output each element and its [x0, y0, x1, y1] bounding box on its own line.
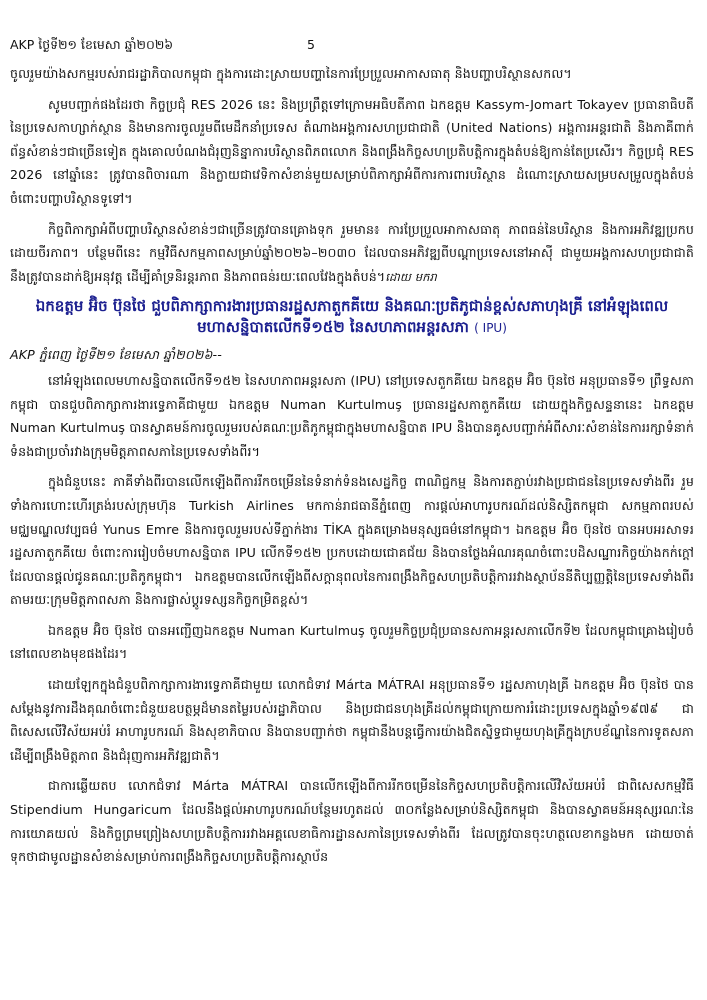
- source-credit: ដោយ មករា: [385, 269, 437, 284]
- paragraph: សូមបញ្ជាក់ផងដែរថា កិច្ចប្រជុំ RES 2026 នេះ និងប្រព្រឹត្តទៅក្រោមអធិបតីភាព ឯកឧត្តម Kassym-Jomart Tokayev ប្រធានាធិបតីនៃប្រទេសកាហ្សាក់ស្ថាន និងមានការចូលរួមពីមេដឹកនាំប្រទេស តំណាងអង្គការសហប្រជាជាតិ (United Nations) អង្គការអន្តរជាតិ និងភាគីពាក់ព័ន្ធសំខាន់ៗជាច្រើនទៀត ក្នុងគោលបំណងជំរុញនិន្នាការបរិស្ថានពិភពលោក និងពង្រឹងកិច្ចសហប្រតិបត្តិការក្នុងតំបន់ឱ្យកាន់តែប្រសើរ។ កិច្ចប្រជុំ RES 2026 នៅឆ្នាំនេះ ត្រូវបានពិចារណា និងក្លាយជាវេទិកាសំខាន់មួយសម្រាប់ពិភាក្សាអំពីការការពារបរិស្ថាន ដំណោះស្រាយសម្របសម្រួលក្នុងតំបន់ ចំពោះបញ្ហាបរិស្ថានទូទៅ។: [10, 96, 694, 206]
- article-paragraph: នៅអំឡុងពេលមហាសន្និបាតលើកទី១៥២ នៃសហភាពអន្តរសភា (IPU) នៅប្រទេសតួកគីយេ ឯកឧត្តម អ៊ិច ប៊ុនថៃ អនុប្រធានទី១ ព្រឹទ្ធសភាកម្ពុជា បានជួបពិភាក្សាការងារទ្វេភាគីជាមួយ ឯកឧត្តម Numan Kurtulmuş ប្រធានរដ្ឋសភាតួកគីយេ ដោយក្នុងកិច្ចសន្ទនានេះ ឯកឧត្តម Numan Kurtulmuş បានស្វាគមន៍ការចូលរួមរបស់គណៈប្រតិភូកម្ពុជាក្នុងមហាសន្និបាត IPU និងបានគូសបញ្ជាក់អំពីសារៈសំខាន់នៃការរក្សាទំនាក់ទំនងជាប្រចាំរវាងក្រុមមិត្តភាពសភានៃប្រទេសទាំងពីរ។: [10, 372, 694, 459]
- article-paragraph: ដោយឡែកក្នុងជំនួបពិភាក្សាការងារទ្វេភាគីជាមួយ លោកជំទាវ Márta MÁTRAI អនុប្រធានទី១ រដ្ឋសភាហុងគ្រី ឯកឧត្តម អ៊ិច ប៊ុនថៃ បានសម្ដែងនូវការដឹងគុណចំពោះជំនួយឧបត្ថម្ភដ៏មានតម្លៃរបស់រដ្ឋាភិបាល និងប្រជាជនហុងគ្រីដល់កម្ពុជាក្រោយការរំដោះប្រទេសក្នុងឆ្នាំ១៩៧៩ ជាពិសេសលើវិស័យអប់រំ អាហារូបករណ៍ និងសុខាភិបាល និងបានបញ្ជាក់ថា កម្ពុជានឹងបន្តធ្វើការយ៉ាងជិតស្និទ្ធជាមួយហុងគ្រីក្នុងក្របខ័ណ្ឌនៃការទូតសភា ដើម្បីពង្រឹងមិត្តភាព និងជំរុញការអភិវឌ្ឍជាតិ។: [10, 677, 694, 763]
- article-headline: [10, 296, 694, 339]
- article-dateline: AKP ភ្នំពេញ ថ្ងៃទី២១ ខែមេសា ឆ្នាំ២០២៦--: [10, 347, 222, 363]
- page-number: 5: [307, 37, 315, 52]
- page-header: [10, 37, 695, 57]
- paragraph: [10, 218, 694, 290]
- article-paragraph: ក្នុងជំនួបនេះ ភាគីទាំងពីរបានលើកឡើងពីការរីកចម្រើននៃទំនាក់ទំនងសេដ្ឋកិច្ច ពាណិជ្ជកម្ម និងការតភ្ជាប់រវាងប្រជាជននៃប្រទេសទាំងពីរ រួមទាំងការហោះហើរត្រង់របស់ក្រុមហ៊ុន Turkish Airlines មកកាន់រាជធានីភ្នំពេញ ការផ្ដល់អាហារូបករណ៍ដល់និស្សិតកម្ពុជា សកម្មភាពរបស់មជ្ឈមណ្ឌលវប្បធម៌ Yunus Emre និងការចូលរួមរបស់ទីភ្នាក់ងារ TİKA ក្នុងគម្រោងមនុស្សធម៌នៅកម្ពុជា។ ឯកឧត្តម អ៊ិច ប៊ុនថៃ បានអបអរសាទររដ្ឋសភាតួកគីយេ ចំពោះការរៀបចំមហាសន្និបាត IPU លើកទី១៥២ ប្រកបដោយជោគជ័យ និងបានថ្លែងអំណរគុណចំពោះបដិសណ្ឋារកិច្ចយ៉ាងកក់ក្ដៅដែលបានផ្ដល់ជូនគណៈប្រតិភូកម្ពុជា។ ឯកឧត្តមបានលើកឡើងពីសក្ដានុពលនៃការពង្រឹងកិច្ចសហប្រតិបត្តិការរវាងស្ថាប័ននីតិប្បញ្ញត្តិនៃប្រទេសទាំងពីរ តាមរយៈក្រុមមិត្តភាពសភា និងការផ្លាស់ប្ដូរទស្សនកិច្ចកម្រិតខ្ពស់។: [10, 474, 694, 608]
- article-paragraph: ឯកឧត្តម អ៊ិច ប៊ុនថៃ បានអញ្ជើញឯកឧត្តម Numan Kurtulmuş ចូលរួមកិច្ចប្រជុំប្រធានសភាអន្តរសភាលើកទី២ ដែលកម្ពុជាគ្រោងរៀបចំនៅពេលខាងមុខផងដែរ។: [10, 622, 694, 662]
- paragraph: ចូលរួមយ៉ាងសកម្មរបស់រាជរដ្ឋាភិបាលកម្ពុជា ក្នុងការដោះស្រាយបញ្ហានៃការប្រែប្រួលអាកាសធាតុ និងបញ្ហាបរិស្ថានសកល។: [10, 66, 572, 81]
- article-paragraph: ជាការឆ្លើយតប លោកជំទាវ Márta MÁTRAI បានលើកឡើងពីការរីកចម្រើននៃកិច្ចសហប្រតិបត្តិការលើវិស័យអប់រំ ជាពិសេសកម្មវិធី Stipendium Hungaricum ដែលនឹងផ្ដល់អាហារូបករណ៍បន្ថែមរហូតដល់ ៣០កន្លែងសម្រាប់និស្សិតកម្ពុជា និងបានស្វាគមន៍អនុស្សរណៈនៃការយោគយល់ និងកិច្ចព្រមព្រៀងសហប្រតិបត្តិការរវាងអគ្គលេខាធិការដ្ឋានសភានៃប្រទេសទាំងពីរ ដែលត្រូវបានចុះហត្ថលេខាកន្លងមក ដោយចាត់ទុកថាជាមូលដ្ឋានសំខាន់សម្រាប់ការពង្រឹងកិច្ចសហប្រតិបត្តិការស្ថាប័ន: [10, 778, 694, 865]
- document-body: [10, 62, 694, 876]
- headline-suffix: ( IPU): [474, 321, 507, 336]
- headline-text: ឯកឧត្តម អ៊ិច ប៊ុនថៃ ជួបពិភាក្សាការងារប្រធានរដ្ឋសភាតួកគីយេ និងគណៈប្រតិភូជាន់ខ្ពស់សភាហុងគ្រី នៅអំឡុងពេលមហាសន្និបាតលើកទី១៥២ នៃសហភាពអន្តរសភា: [35, 297, 669, 337]
- header-date: AKP ថ្ងៃទី២១ ខែមេសា ឆ្នាំ២០២៦: [10, 37, 174, 52]
- paragraph-text: កិច្ចពិភាក្សាអំពីបញ្ហាបរិស្ថានសំខាន់ៗជាច្រើនត្រូវបានគ្រោងទុក រួមមាន៖ ការប្រែប្រួលអាកាសធាតុ ភាពធន់នៃបរិស្ថាន និងការអភិវឌ្ឍប្រកបដោយចីរភាព។ បន្ថែមពីនេះ កម្មវិធីសកម្មភាពសម្រាប់ឆ្នាំ២០២៦–២០៣០ ដែលបានអភិវឌ្ឍពីបណ្តាប្រទេសនៅអាស៊ី ជាមួយអង្គការសហប្រជាជាតិនឹងត្រូវបានដាក់ឱ្យអនុវត្ត ដើម្បីគាំទ្រនិរន្តរភាព និងភាពធន់រយៈពេលវែងក្នុងតំបន់។: [10, 221, 694, 284]
